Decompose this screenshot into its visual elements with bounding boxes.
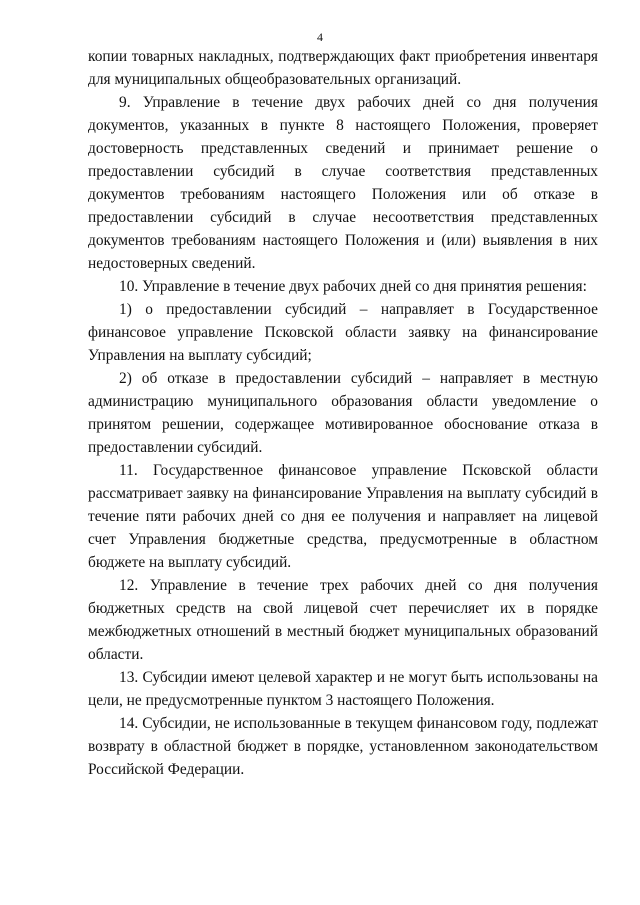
paragraph-item-11: 11. Государственное финансовое управление Псковской области рассматривает заявку на финансирование Управления на выплату субсидий в течение пяти рабочих дней со дня ее получения и направляет на лицевой счет Управления бюджетные средства, предусмотренные в областном бюджете на выплату субсидий. xyxy=(88,462,598,571)
document-body xyxy=(88,45,598,781)
paragraph-item-14: 14. Субсидии, не использованные в текущем финансовом году, подлежат возврату в областной бюджет в порядке, установленном законодательством Российской Федерации. xyxy=(88,715,598,778)
paragraph-item-9: 9. Управление в течение двух рабочих дней со дня получения документов, указанных в пункте 8 настоящего Положения, проверяет достоверность представленных сведений и принимает решение о предоставлении субсидий в случае соответствия представленных документов требованиям настоящего Положения или об отказе в предоставлении субсидий в случае несоответствия представленных документов требованиям настоящего Положения и (или) выявления в них недостоверных сведений. xyxy=(88,94,598,272)
paragraph-item-12: 12. Управление в течение трех рабочих дней со дня получения бюджетных средств на свой лицевой счет перечисляет их в порядке межбюджетных отношений в местный бюджет муниципальных образований области. xyxy=(88,577,598,663)
paragraph-subitem-1: 1) о предоставлении субсидий – направляет в Государственное финансовое управление Псковской области заявку на финансирование Управления на выплату субсидий; xyxy=(88,301,598,364)
page-number: 4 xyxy=(317,30,323,44)
paragraph-item-10: 10. Управление в течение двух рабочих дней со дня принятия решения: xyxy=(119,278,587,295)
paragraph-subitem-2: 2) об отказе в предоставлении субсидий – направляет в местную администрацию муниципального образования области уведомление о принятом решении, содержащее мотивированное обоснование отказа в предоставлении субсидий. xyxy=(88,370,598,456)
paragraph-item-13: 13. Субсидии имеют целевой характер и не могут быть использованы на цели, не предусмотренные пунктом 3 настоящего Положения. xyxy=(88,669,598,709)
paragraph-continuation: копии товарных накладных, подтверждающих факт приобретения инвентаря для муниципальных общеобразовательных организаций. xyxy=(88,48,598,88)
